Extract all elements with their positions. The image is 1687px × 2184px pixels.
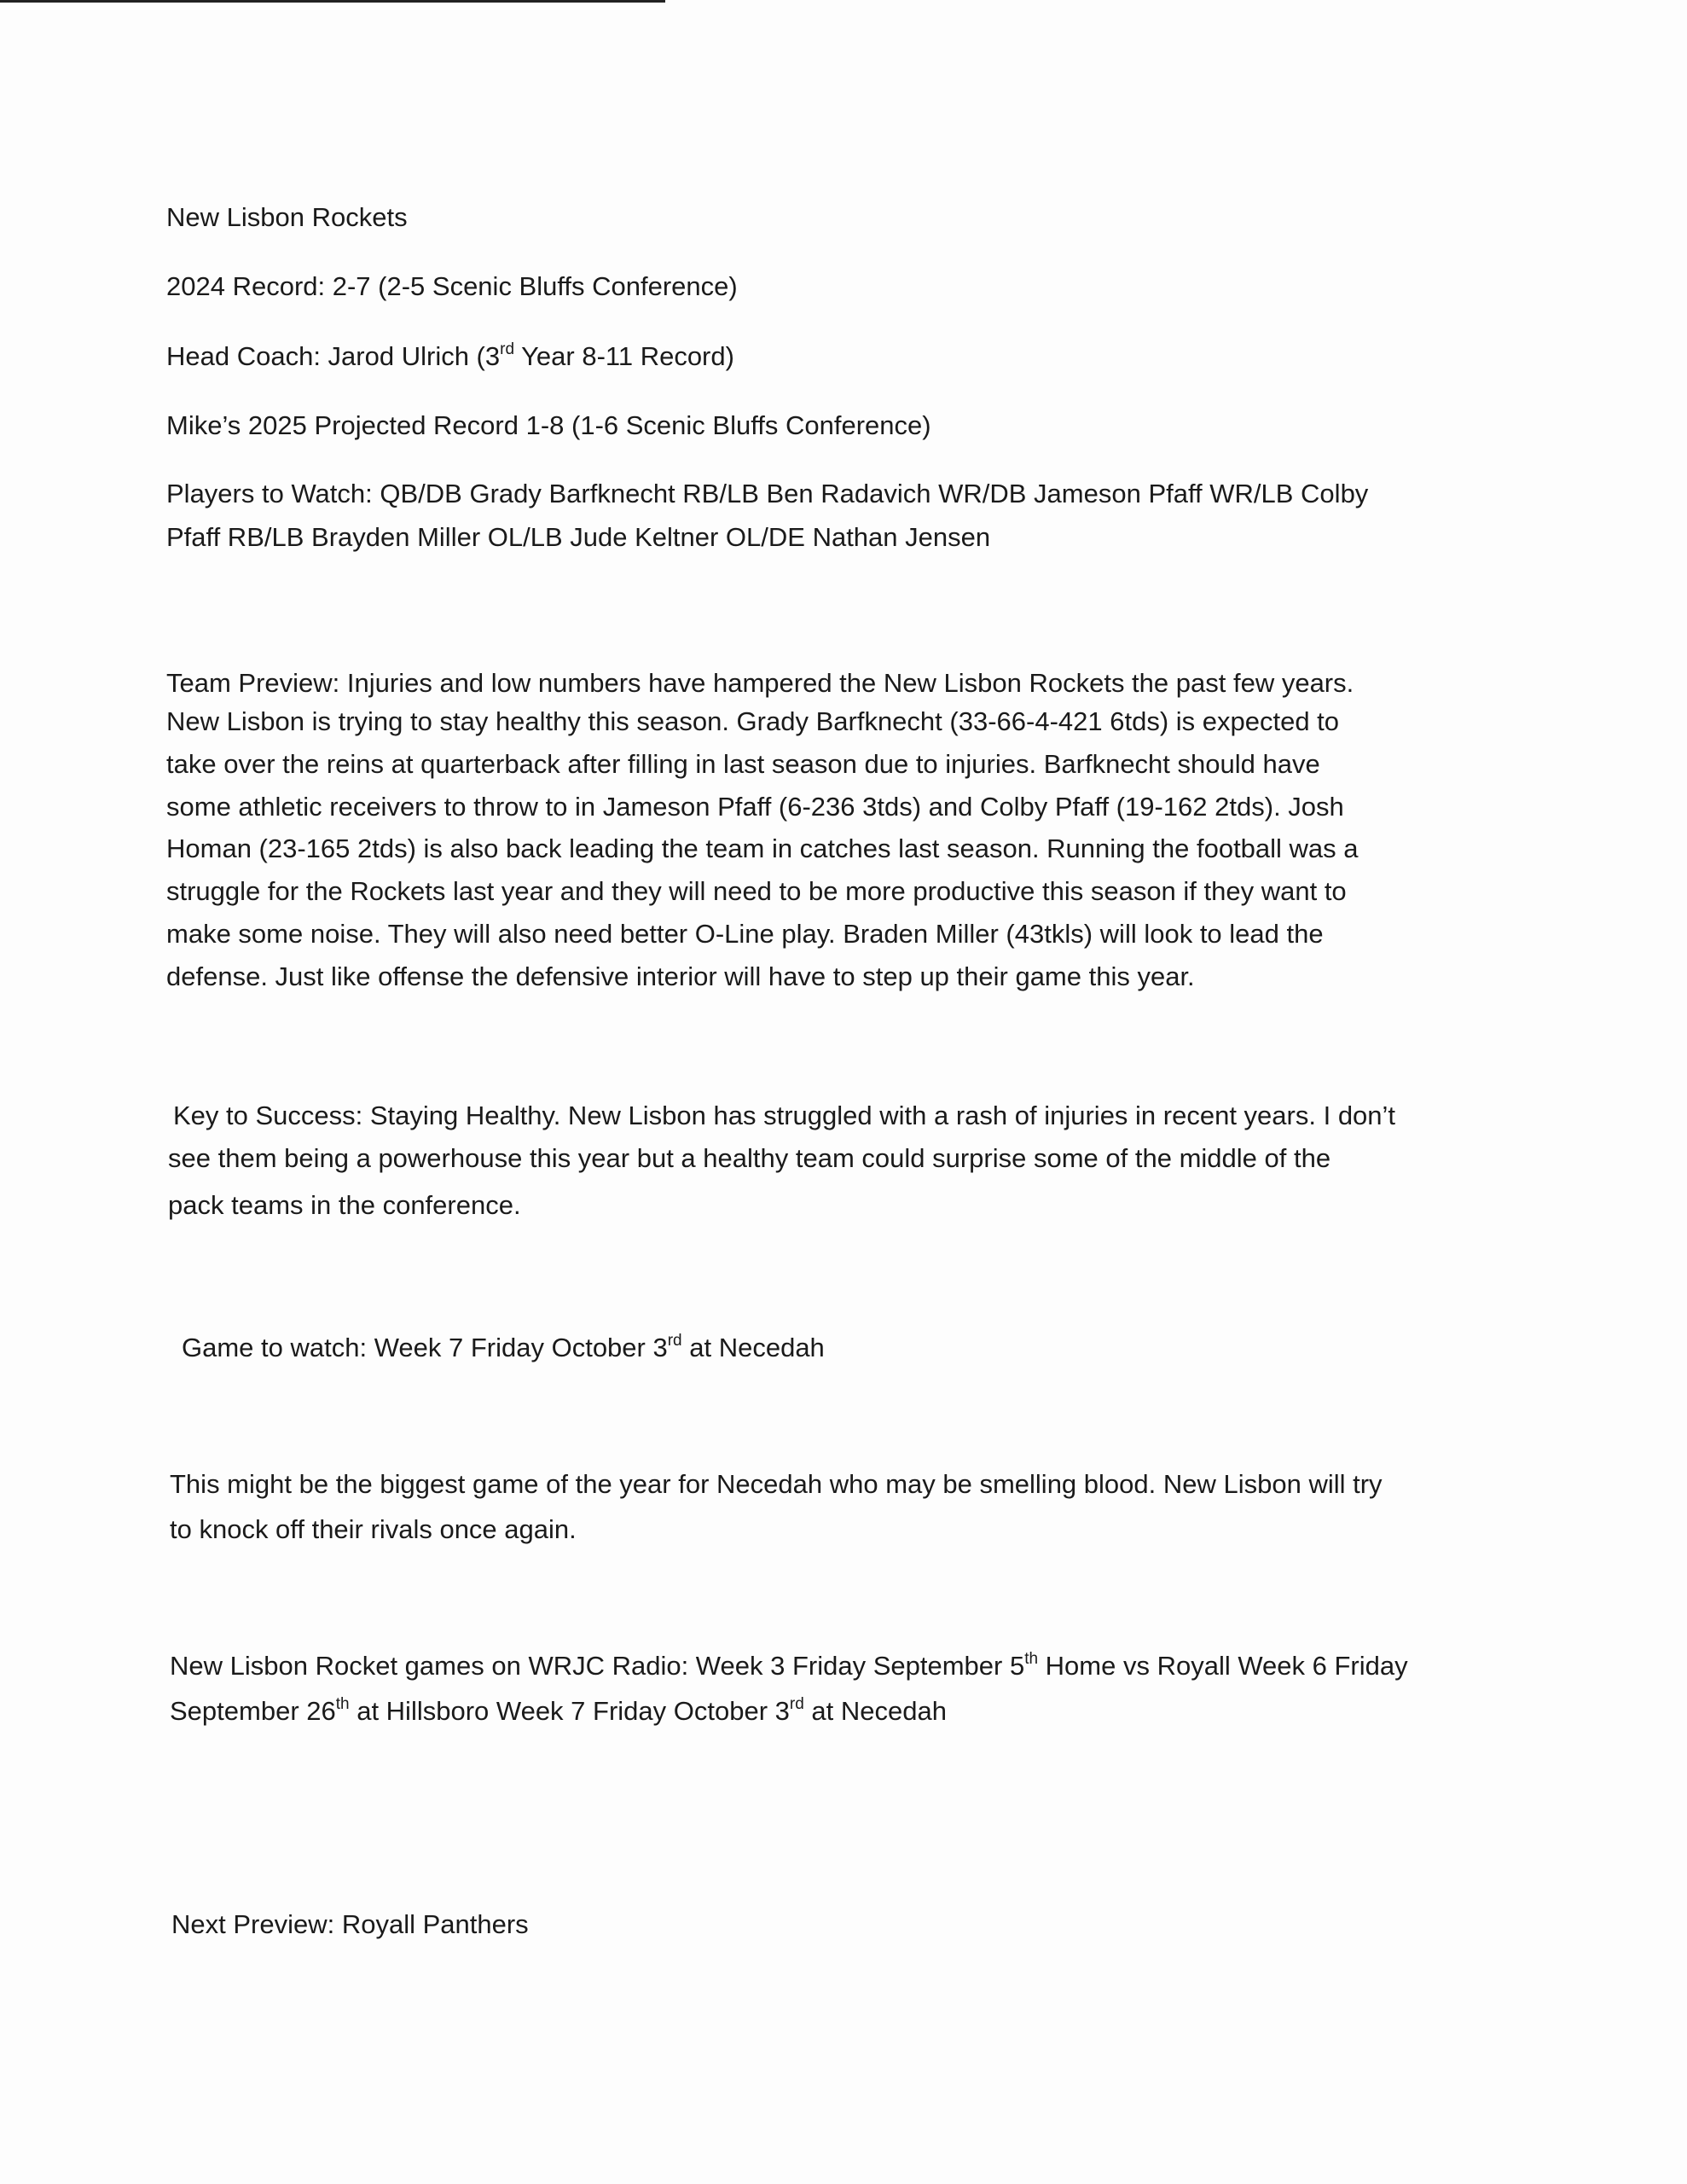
team-name-heading: New Lisbon Rockets [166, 202, 408, 232]
record-2024: 2024 Record: 2-7 (2-5 Scenic Bluffs Conference) [166, 271, 738, 301]
next-preview: Next Preview: Royall Panthers [171, 1909, 529, 1939]
team-preview-line: struggle for the Rockets last year and they will need to be more productive this season if they want to [166, 876, 1347, 906]
team-preview-line: defense. Just like offense the defensive interior will have to step up their game this year. [166, 961, 1195, 991]
key-to-success-line: pack teams in the conference. [168, 1190, 521, 1220]
team-preview-line: some athletic receivers to throw to in Jameson Pfaff (6-236 3tds) and Colby Pfaff (19-162 2tds). Josh [166, 792, 1344, 822]
team-preview-line: Homan (23-165 2tds) is also back leading the team in catches last season. Running the football was a [166, 834, 1359, 863]
key-to-success-line: see them being a powerhouse this year but a healthy team could surprise some of the middle of the [168, 1143, 1331, 1173]
radio-schedule-line: September 26th at Hillsboro Week 7 Friday October 3rd at Necedah [170, 1695, 947, 1726]
game-to-watch: Game to watch: Week 7 Friday October 3rd at Necedah [182, 1332, 825, 1362]
game-comment-line: to knock off their rivals once again. [170, 1514, 577, 1544]
radio-schedule-line: New Lisbon Rocket games on WRJC Radio: Week 3 Friday September 5th Home vs Royall Week 6 Friday [170, 1650, 1408, 1681]
team-preview-line: New Lisbon is trying to stay healthy this season. Grady Barfknecht (33-66-4-421 6tds) is expected to [166, 706, 1340, 736]
players-line: Pfaff RB/LB Brayden Miller OL/LB Jude Keltner OL/DE Nathan Jensen [166, 522, 991, 552]
head-coach: Head Coach: Jarod Ulrich (3rd Year 8-11 Record) [166, 340, 734, 371]
key-to-success-line: Key to Success: Staying Healthy. New Lisbon has struggled with a rash of injuries in recent years. I don’t [173, 1101, 1396, 1130]
projected-record: Mike’s 2025 Projected Record 1-8 (1-6 Scenic Bluffs Conference) [166, 410, 931, 440]
team-preview-line: take over the reins at quarterback after filling in last season due to injuries. Barfknecht should have [166, 749, 1320, 779]
players-line: Players to Watch: QB/DB Grady Barfknecht RB/LB Ben Radavich WR/DB Jameson Pfaff WR/LB Colby [166, 479, 1369, 508]
team-preview-line: Team Preview: Injuries and low numbers have hampered the New Lisbon Rockets the past few years. [166, 668, 1354, 698]
game-comment-line: This might be the biggest game of the year for Necedah who may be smelling blood. New Lisbon will try [170, 1469, 1383, 1499]
team-preview-line: make some noise. They will also need better O-Line play. Braden Miller (43tkls) will look to lead the [166, 919, 1324, 949]
